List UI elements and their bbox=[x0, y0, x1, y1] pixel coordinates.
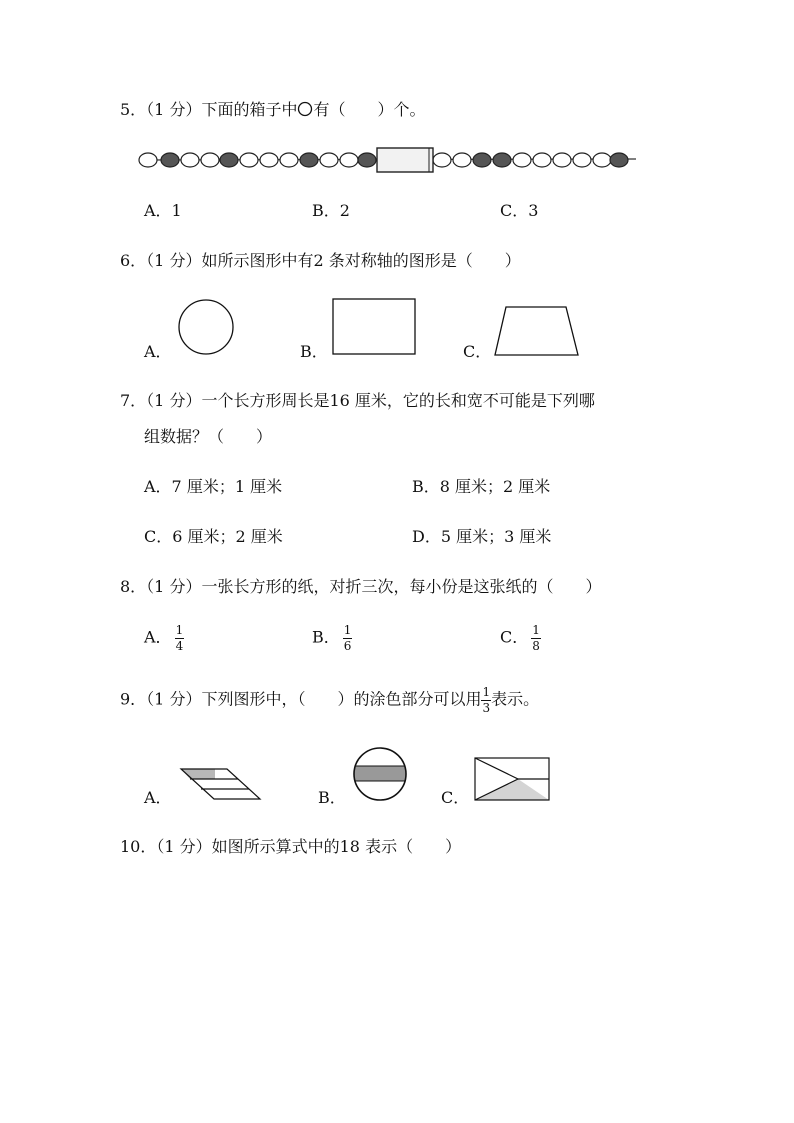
dark-bead bbox=[358, 153, 376, 167]
question-8-option-c bbox=[500, 624, 541, 652]
fraction-numerator: 1 bbox=[482, 685, 491, 699]
question-5-option-b: B．2 bbox=[312, 201, 350, 220]
shaded-circle-figure bbox=[350, 747, 412, 803]
question-6-label-a: A． bbox=[144, 342, 172, 361]
white-bead bbox=[201, 153, 219, 167]
question-5-option-c: C．3 bbox=[500, 201, 539, 220]
trapezoid-shape-figure bbox=[492, 304, 582, 358]
question-9-stem bbox=[120, 686, 539, 714]
fraction bbox=[481, 686, 491, 714]
question-8-option-a bbox=[144, 624, 184, 652]
question-7-stem-line1: 7．（1 分）一个长方形周长是16 厘米，它的长和宽不可能是下列哪 bbox=[120, 391, 595, 410]
fraction bbox=[175, 624, 185, 652]
fraction-denominator: 3 bbox=[482, 700, 491, 715]
white-bead bbox=[593, 153, 611, 167]
fraction-denominator: 6 bbox=[343, 638, 352, 653]
question-9-label-a: A． bbox=[144, 788, 172, 807]
white-bead bbox=[181, 153, 199, 167]
question-6-stem: 6．（1 分）如所示图形中有2 条对称轴的图形是（ ） bbox=[120, 251, 521, 270]
white-bead bbox=[553, 153, 571, 167]
question-5-option-a: A．1 bbox=[144, 201, 182, 220]
box-shape bbox=[377, 148, 433, 172]
option-label: C． bbox=[500, 627, 529, 647]
question-6-label-c: C． bbox=[463, 342, 492, 361]
white-bead bbox=[433, 153, 451, 167]
white-bead bbox=[573, 153, 591, 167]
question-7-option-b: B．8 厘米；2 厘米 bbox=[412, 477, 551, 496]
option-label: B． bbox=[312, 627, 340, 647]
white-bead bbox=[280, 153, 298, 167]
fraction-numerator: 1 bbox=[532, 623, 540, 637]
question-9-stem-end: 表示。 bbox=[491, 689, 540, 709]
dark-bead bbox=[161, 153, 179, 167]
white-bead bbox=[533, 153, 551, 167]
question-7-option-d: D．5 厘米；3 厘米 bbox=[412, 527, 552, 546]
circle-shape-figure bbox=[176, 298, 236, 358]
question-9-label-b: B． bbox=[318, 788, 346, 807]
dark-bead bbox=[300, 153, 318, 167]
rectangle-shape-figure bbox=[330, 296, 420, 358]
shaded-rectangle-figure bbox=[472, 756, 552, 804]
fraction bbox=[343, 624, 353, 652]
question-8-stem: 8．（1 分）一张长方形的纸，对折三次，每小份是这张纸的（ ） bbox=[120, 577, 602, 596]
dark-bead bbox=[610, 153, 628, 167]
dark-bead bbox=[220, 153, 238, 167]
question-10-stem: 10．（1 分）如图所示算式中的18 表示（ ） bbox=[120, 837, 462, 856]
fraction-denominator: 8 bbox=[532, 638, 540, 653]
question-5-stem-end: 有（ ）个。 bbox=[313, 100, 426, 119]
dark-bead bbox=[473, 153, 491, 167]
white-bead bbox=[139, 153, 157, 167]
white-bead bbox=[340, 153, 358, 167]
fraction-numerator: 1 bbox=[175, 623, 184, 637]
question-8-option-b bbox=[312, 624, 352, 652]
parallelogram-figure bbox=[176, 766, 266, 802]
question-6-label-b: B． bbox=[300, 342, 328, 361]
question-9-stem-start: 9．（1 分）下列图形中，（ ）的涂色部分可以用 bbox=[120, 689, 482, 709]
fraction-denominator: 4 bbox=[175, 638, 184, 653]
fraction bbox=[531, 624, 541, 652]
dark-bead bbox=[493, 153, 511, 167]
white-bead bbox=[240, 153, 258, 167]
question-7-option-a: A．7 厘米；1 厘米 bbox=[144, 477, 283, 496]
white-bead bbox=[453, 153, 471, 167]
fraction-numerator: 1 bbox=[343, 623, 352, 637]
question-5-stem-start: 5．（1 分）下面的箱子中 bbox=[120, 100, 298, 119]
option-label: A． bbox=[144, 627, 172, 647]
white-bead bbox=[260, 153, 278, 167]
white-bead bbox=[513, 153, 531, 167]
question-7-option-c: C．6 厘米；2 厘米 bbox=[144, 527, 283, 546]
question-7-stem-line2: 组数据？（ ） bbox=[144, 427, 273, 446]
white-bead bbox=[320, 153, 338, 167]
question-9-label-c: C． bbox=[441, 788, 470, 807]
